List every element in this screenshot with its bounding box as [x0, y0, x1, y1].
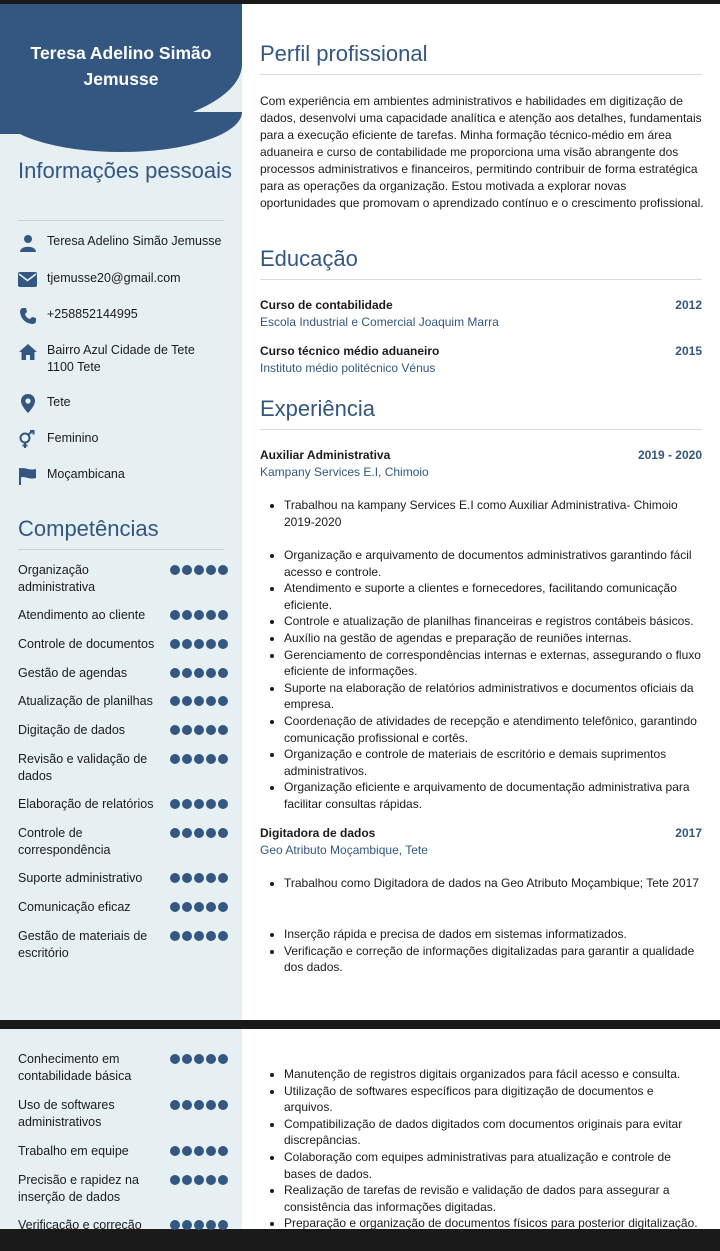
list-item: Manutenção de registros digitais organizados para fácil acesso e consulta.: [284, 1066, 704, 1083]
skill-dot: [194, 1175, 204, 1185]
skill-dot: [206, 668, 216, 678]
skill-dot: [194, 725, 204, 735]
skill-dot: [170, 799, 180, 809]
envelope-icon: [18, 270, 37, 289]
skill-name: Trabalho em equipe: [18, 1144, 129, 1158]
skill-dot: [194, 696, 204, 706]
skill-dot: [170, 565, 180, 575]
skill-dot: [206, 1100, 216, 1110]
skill-dot: [218, 931, 228, 941]
skill-name: Digitação de dados: [18, 723, 126, 737]
skill-name: Comunicação eficaz: [18, 900, 131, 914]
info-nationality: Moçambicana: [18, 466, 125, 485]
skill-row: [18, 636, 228, 653]
skill-dot: [182, 754, 192, 764]
skill-dot: [218, 1100, 228, 1110]
list-item: Controle e atualização de planilhas financeiras e registros contábeis básicos.: [284, 613, 704, 630]
skill-row: [18, 825, 228, 859]
info-name: Teresa Adelino Simão Jemusse: [18, 233, 221, 252]
skill-dot: [194, 565, 204, 575]
course-year: 2012: [675, 298, 702, 312]
skill-dot: [170, 828, 180, 838]
skill-name: Atendimento ao cliente: [18, 608, 146, 622]
divider: [260, 74, 702, 75]
skill-dot: [170, 1175, 180, 1185]
skill-dot: [194, 1220, 204, 1230]
skill-dot: [194, 1054, 204, 1064]
phone-icon: [18, 306, 37, 325]
list-item: Verificação e correção de informações digitalizadas para garantir a qualidade dos dados.: [284, 943, 704, 976]
skill-dot: [218, 1146, 228, 1156]
skill-level-dots: [170, 722, 228, 735]
skill-dot: [206, 1175, 216, 1185]
skill-name: Gestão de agendas: [18, 666, 128, 680]
skill-row: [18, 607, 228, 624]
course-name: Curso de contabilidade: [260, 298, 393, 312]
divider: [18, 220, 224, 221]
skill-dot: [206, 1054, 216, 1064]
skill-dot: [218, 902, 228, 912]
skill-dot: [206, 799, 216, 809]
skill-dot: [206, 610, 216, 620]
list-item: Organização eficiente e arquivamento de documentação administrativa para facilitar consultas rápidas.: [284, 779, 704, 812]
main-content: [242, 4, 720, 1020]
skills-title: Competências: [18, 516, 159, 541]
education-entry-2: [260, 343, 702, 360]
skill-dot: [206, 725, 216, 735]
skill-level-dots: [170, 607, 228, 620]
skill-dot: [170, 754, 180, 764]
list-item: Gerenciamento de correspondências internas e externas, assegurando o fluxo eficiente de informações.: [284, 647, 704, 680]
main-content: [242, 1029, 720, 1229]
course-name: Curso técnico médio aduaneiro: [260, 344, 440, 358]
skill-row: [18, 1051, 228, 1085]
skill-row: [18, 751, 228, 785]
sidebar: [0, 1029, 242, 1249]
job-bullets: [284, 1066, 704, 1232]
skill-dot: [170, 1146, 180, 1156]
job-role: Auxiliar Administrativa: [260, 448, 391, 462]
skill-row: [18, 899, 228, 916]
job-dates: 2019 - 2020: [637, 448, 702, 462]
info-address: Bairro Azul Cidade de Tete 1100 Tete: [18, 342, 208, 376]
skill-dot: [182, 1146, 192, 1156]
profile-text: Com experiência em ambientes administrativos e habilidades em digitização de dados, desenvolvi uma capacidade analítica e atenção aos detalhes, fundamentais para a execução eficiente de tarefas. Minha formação técnico-médio em área aduaneira e curso de contabilidade me proporciona uma visão abrangente dos processos administrativos e financeiros, permitindo contribuir de forma estratégica para as operações da organização. Estou motivada a explorar novas oportunidades que promovam o aprendizado contínuo e o crescimento profissional.: [260, 94, 704, 210]
skill-row: [18, 665, 228, 682]
skill-dot: [194, 610, 204, 620]
skill-dot: [182, 1220, 192, 1230]
skill-name: Gestão de materiais de escritório: [18, 929, 148, 960]
skill-dot: [182, 1175, 192, 1185]
skill-dot: [194, 754, 204, 764]
skill-dot: [218, 799, 228, 809]
list-item: Inserção rápida e precisa de dados em sistemas informatizados.: [284, 926, 704, 943]
skill-dot: [194, 902, 204, 912]
skill-name: Uso de softwares administrativos: [18, 1098, 115, 1129]
skill-dot: [182, 902, 192, 912]
skill-name: Controle de correspondência: [18, 826, 111, 857]
skill-dot: [170, 725, 180, 735]
experience-title: Experiência: [260, 396, 375, 421]
skill-dot: [218, 873, 228, 883]
list-item: Realização de tarefas de revisão e validação de dados para assegurar a consistência das informações digitadas.: [284, 1182, 704, 1215]
education-title: Educação: [260, 246, 358, 271]
skill-dot: [206, 931, 216, 941]
map-pin-icon: [18, 394, 37, 413]
skill-level-dots: [170, 1051, 228, 1064]
skill-row: [18, 796, 228, 813]
skill-dot: [170, 1100, 180, 1110]
skill-row: [18, 562, 228, 596]
skill-dot: [206, 828, 216, 838]
job-company: Kampany Services E.I, Chimoio: [260, 465, 429, 479]
flag-icon: [18, 466, 37, 485]
profile-title: Perfil profissional: [260, 41, 428, 66]
skill-dot: [206, 565, 216, 575]
skill-dot: [182, 725, 192, 735]
list-item: Suporte na elaboração de relatórios administrativos e documentos oficiais da empresa.: [284, 680, 704, 713]
skill-dot: [194, 931, 204, 941]
skill-level-dots: [170, 870, 228, 883]
skill-dot: [218, 725, 228, 735]
list-item: Trabalhou na kampany Services E.I como Auxiliar Administrativa- Chimoio 2019-2020: [284, 497, 704, 530]
skill-dot: [206, 696, 216, 706]
skill-dot: [182, 1100, 192, 1110]
home-icon: [18, 342, 37, 361]
job-bullets: [284, 547, 704, 813]
skill-dot: [194, 668, 204, 678]
skill-name: Organização administrativa: [18, 563, 96, 594]
skill-level-dots: [170, 796, 228, 809]
skill-name: Precisão e rapidez na inserção de dados: [18, 1173, 139, 1204]
skill-dot: [182, 610, 192, 620]
list-item: Atendimento e suporte a clientes e fornecedores, facilitando comunicação eficiente.: [284, 580, 704, 613]
skill-dot: [170, 931, 180, 941]
info-city: Tete: [18, 394, 71, 413]
school-name: Escola Industrial e Comercial Joaquim Marra: [260, 315, 499, 329]
skill-level-dots: [170, 899, 228, 912]
skill-level-dots: [170, 636, 228, 649]
skill-row: [18, 693, 228, 710]
skill-dot: [182, 931, 192, 941]
list-item: Trabalhou como Digitadora de dados na Geo Atributo Moçambique; Tete 2017: [284, 875, 704, 892]
job-intro-list: [284, 497, 704, 530]
list-item: Colaboração com equipes administrativas para atualização e controle de bases de dados.: [284, 1149, 704, 1182]
skill-name: Verificação e correção de: [18, 1218, 142, 1249]
skill-dot: [194, 639, 204, 649]
skill-dot: [206, 1220, 216, 1230]
sidebar: [0, 4, 242, 1020]
divider: [18, 549, 224, 550]
skill-row: [18, 1217, 228, 1251]
skill-row: [18, 1172, 228, 1206]
job-intro-list: [284, 875, 704, 892]
divider: [260, 429, 702, 430]
skill-dot: [218, 754, 228, 764]
education-entry-1: [260, 297, 702, 314]
skill-dot: [218, 696, 228, 706]
info-phone[interactable]: +258852144995: [18, 306, 138, 325]
skill-dot: [182, 828, 192, 838]
skill-dot: [170, 610, 180, 620]
list-item: Organização e arquivamento de documentos administrativos garantindo fácil acesso e controle.: [284, 547, 704, 580]
list-item: Auxílio na gestão de agendas e preparação de reuniões internas.: [284, 630, 704, 647]
skill-dot: [170, 1220, 180, 1230]
skill-dot: [218, 1220, 228, 1230]
skill-row: [18, 722, 228, 739]
skill-dot: [218, 668, 228, 678]
info-gender: Feminino: [18, 430, 98, 449]
resume-page-2: [0, 1029, 720, 1249]
skill-level-dots: [170, 751, 228, 764]
skill-dot: [218, 639, 228, 649]
skill-dot: [194, 828, 204, 838]
skill-dot: [182, 1054, 192, 1064]
skill-name: Atualização de planilhas: [18, 694, 153, 708]
skill-dot: [206, 639, 216, 649]
skill-dot: [194, 1146, 204, 1156]
skill-dot: [218, 565, 228, 575]
job-company: Geo Atributo Moçambique, Tete: [260, 843, 428, 857]
skill-dot: [170, 668, 180, 678]
skill-dot: [182, 668, 192, 678]
personal-info-title: Informações pessoais: [18, 158, 232, 183]
candidate-name: Teresa Adelino Simão Jemusse: [30, 43, 212, 89]
skill-level-dots: [170, 825, 228, 838]
skill-level-dots: [170, 665, 228, 678]
skill-level-dots: [170, 1143, 228, 1156]
skill-dot: [170, 873, 180, 883]
skill-name: Controle de documentos: [18, 637, 155, 651]
skill-level-dots: [170, 693, 228, 706]
skill-dot: [206, 873, 216, 883]
list-item: Preparação e organização de documentos físicos para posterior digitalização.: [284, 1215, 704, 1232]
skill-dot: [218, 1175, 228, 1185]
skill-level-dots: [170, 1172, 228, 1185]
job-entry-2: [260, 825, 702, 842]
skill-dot: [182, 696, 192, 706]
skill-row: [18, 870, 228, 887]
list-item: Compatibilização de dados digitados com documentos originais para evitar discrepâncias.: [284, 1116, 704, 1149]
skill-name: Suporte administrativo: [18, 871, 143, 885]
skill-name: Elaboração de relatórios: [18, 797, 154, 811]
skill-dot: [218, 610, 228, 620]
skill-row: [18, 928, 228, 962]
skill-dot: [194, 799, 204, 809]
skill-name: Conhecimento em contabilidade básica: [18, 1052, 132, 1083]
skill-level-dots: [170, 1097, 228, 1110]
skill-level-dots: [170, 928, 228, 941]
job-role: Digitadora de dados: [260, 826, 376, 840]
skill-dot: [182, 873, 192, 883]
job-entry-1: [260, 447, 702, 464]
skill-dot: [170, 1054, 180, 1064]
skill-dot: [206, 754, 216, 764]
job-dates: 2017: [675, 826, 702, 840]
skill-level-dots: [170, 1217, 228, 1230]
resume-page-1: [0, 4, 720, 1020]
skill-dot: [182, 639, 192, 649]
skill-row: [18, 1097, 228, 1131]
school-name: Instituto médio politécnico Vénus: [260, 361, 436, 375]
info-email[interactable]: tjemusse20@gmail.com: [18, 270, 181, 289]
divider: [260, 279, 702, 280]
skill-dot: [182, 799, 192, 809]
skill-name: Revisão e validação de dados: [18, 752, 148, 783]
skill-dot: [170, 639, 180, 649]
skill-level-dots: [170, 562, 228, 575]
skill-dot: [218, 828, 228, 838]
skill-dot: [206, 902, 216, 912]
list-item: Organização e controle de materiais de escritório e demais suprimentos administrativos.: [284, 746, 704, 779]
skill-dot: [206, 1146, 216, 1156]
list-item: Coordenação de atividades de recepção e atendimento telefônico, garantindo comunicação profissional e cortês.: [284, 713, 704, 746]
skill-dot: [182, 565, 192, 575]
skill-dot: [218, 1054, 228, 1064]
skill-dot: [170, 902, 180, 912]
skill-dot: [170, 696, 180, 706]
skill-dot: [194, 1100, 204, 1110]
job-bullets: [284, 926, 704, 976]
skill-dot: [194, 873, 204, 883]
gender-icon: [18, 430, 37, 449]
person-icon: [18, 233, 37, 252]
list-item: Utilização de softwares específicos para digitização de documentos e arquivos.: [284, 1083, 704, 1116]
course-year: 2015: [675, 344, 702, 358]
skill-row: [18, 1143, 228, 1160]
